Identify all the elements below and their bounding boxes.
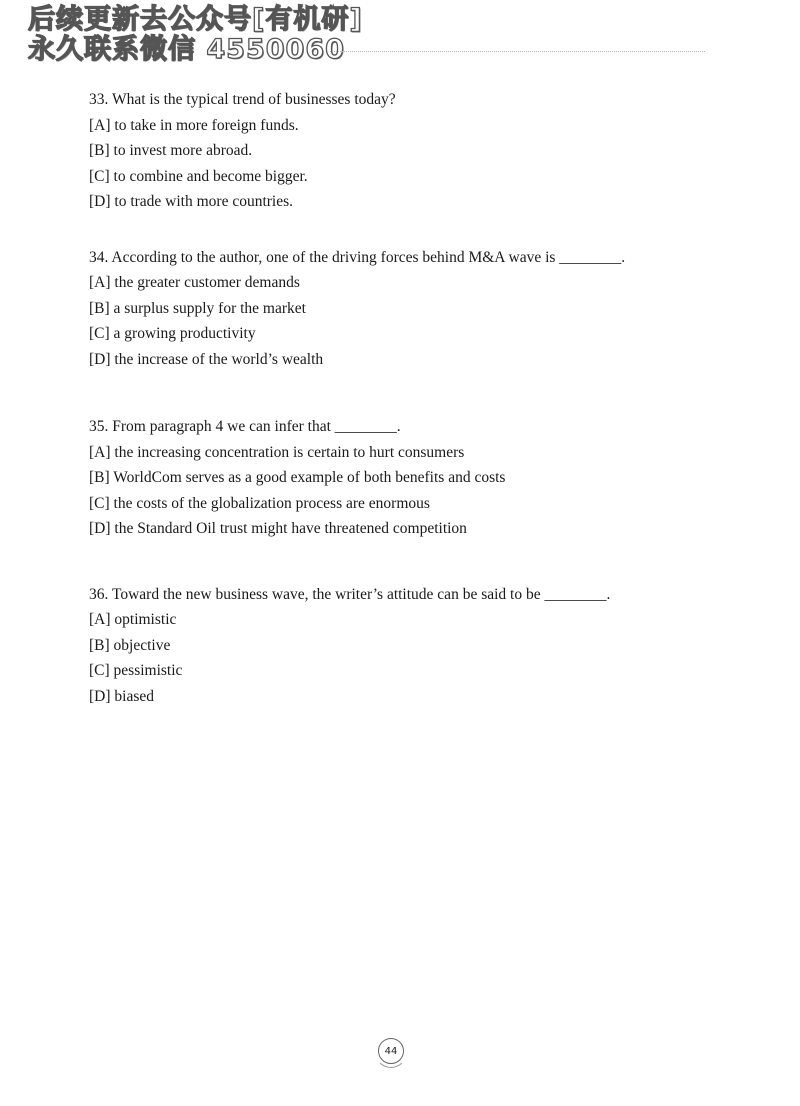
option-a: [A] the increasing concentration is certain to hurt consumers	[89, 443, 465, 461]
question-stem: 34. According to the author, one of the driving forces behind M&A wave is ________.	[89, 248, 626, 266]
option-b: [B] a surplus supply for the market	[89, 299, 306, 317]
question-36	[89, 582, 729, 710]
header-divider	[330, 51, 705, 52]
option-d: [D] the Standard Oil trust might have threatened competition	[89, 520, 467, 537]
watermark-line-1: 后续更新去公众号[有机研]	[28, 4, 363, 35]
option-d: [D] biased	[89, 687, 154, 705]
option-c: [C] to combine and become bigger.	[89, 167, 308, 185]
question-stem: 33. What is the typical trend of businesses today?	[89, 91, 396, 108]
question-stem: 35. From paragraph 4 we can infer that ________.	[89, 418, 401, 435]
option-b: [B] to invest more abroad.	[89, 142, 253, 159]
option-c: [C] pessimistic	[89, 662, 183, 679]
option-c: [C] the costs of the globalization process are enormous	[89, 494, 430, 512]
question-list	[89, 87, 729, 709]
option-b: [B] WorldCom serves as a good example of both benefits and costs	[89, 469, 506, 486]
option-d: [D] the increase of the world’s wealth	[89, 350, 324, 368]
option-b: [B] objective	[89, 636, 171, 654]
question-33	[89, 87, 729, 215]
watermark	[28, 6, 363, 63]
watermark-line-2: 永久联系微信 4550060	[28, 34, 345, 65]
page-number: 44	[378, 1038, 404, 1064]
option-a: [A] to take in more foreign funds.	[89, 116, 299, 134]
option-c: [C] a growing productivity	[89, 325, 256, 342]
question-stem: 36. Toward the new business wave, the writer’s attitude can be said to be ________.	[89, 585, 611, 603]
question-35	[89, 414, 729, 542]
option-d: [D] to trade with more countries.	[89, 193, 294, 210]
option-a: [A] optimistic	[89, 611, 177, 628]
option-a: [A] the greater customer demands	[89, 274, 300, 291]
question-34	[89, 245, 729, 373]
